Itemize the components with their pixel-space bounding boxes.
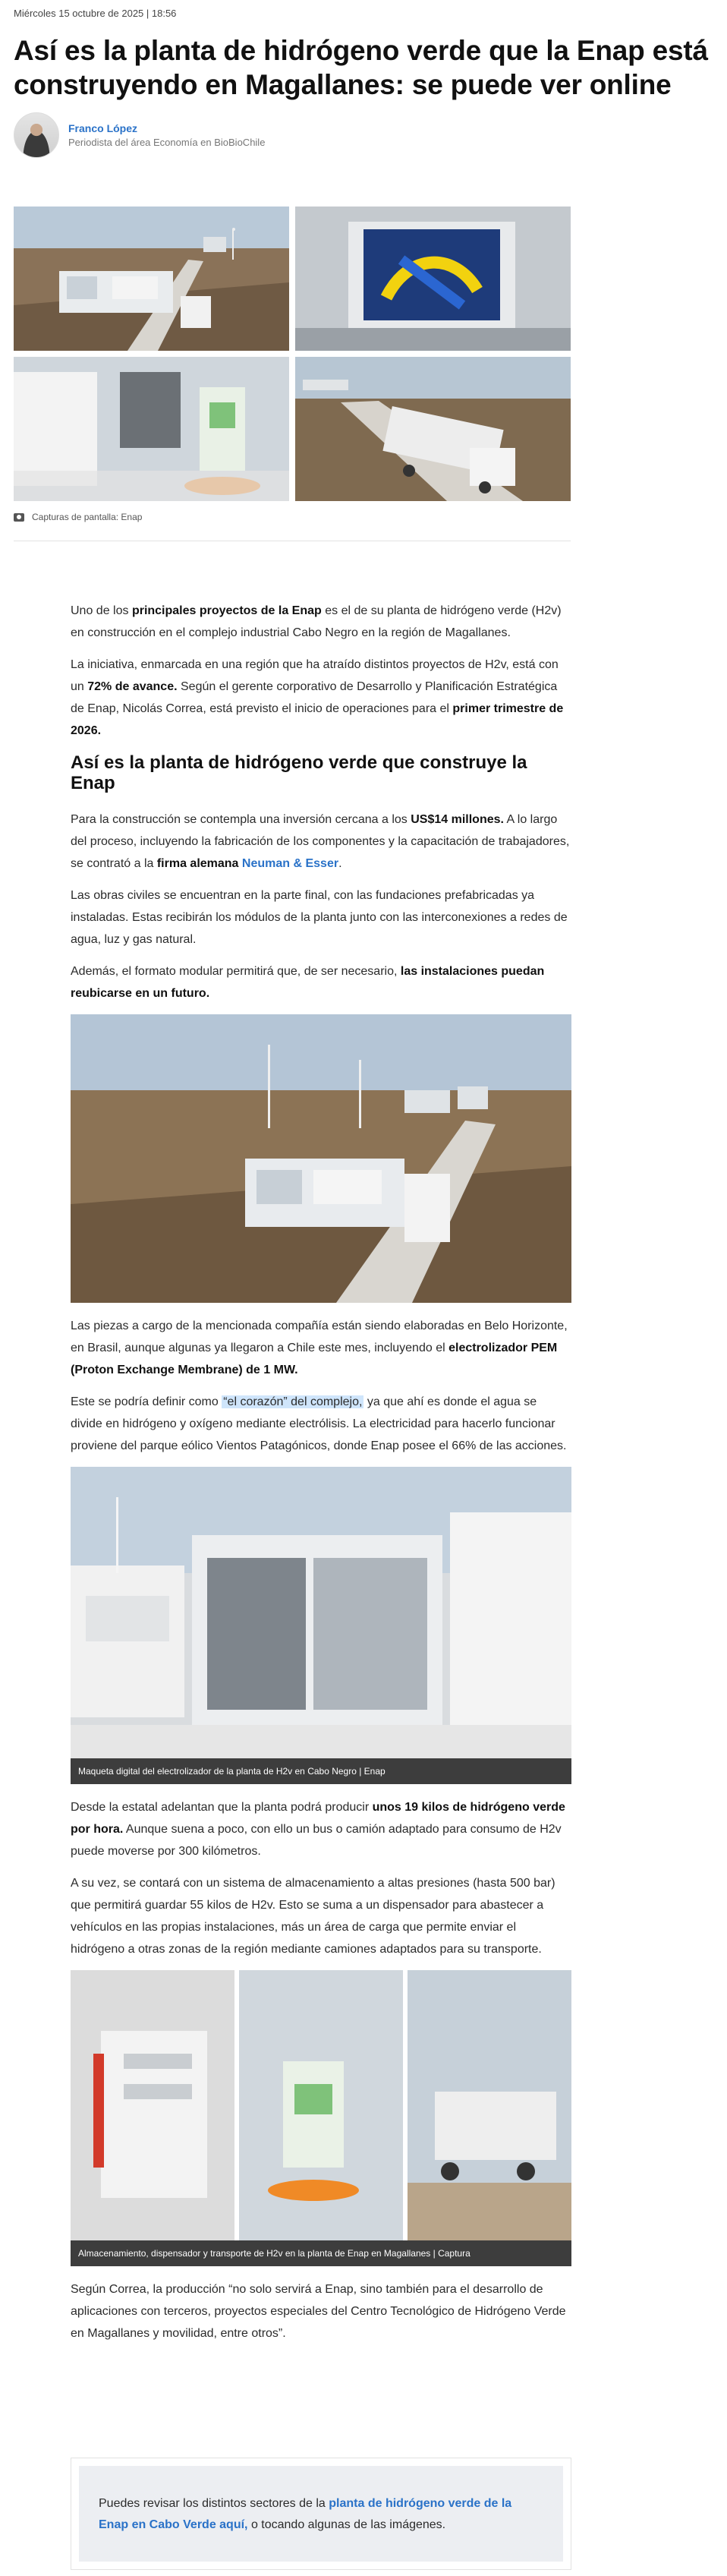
- figure-caption: Maqueta digital del electrolizador de la planta de H2v en Cabo Negro | Enap: [71, 1758, 571, 1784]
- gallery-caption-text: Capturas de pantalla: Enap: [32, 512, 143, 522]
- paragraph: Según Correa, la producción “no solo servirá a Enap, sino también para el desarrollo de aplicaciones con terceros, proyectos especiales del Centro Tecnológico de Hidrógeno Verde en Magallanes y movilidad, entre otros”.: [71, 2283, 566, 2340]
- paragraph: Este se podría definir como “el corazón” del complejo, ya que ahí es donde el agua se divide en hidrógeno y oxígeno mediante electrólisis. La electricidad para hacerlo funcionar proviene del parque eólico Vientos Patagónicos, donde Enap posee el 66% de las acciones.: [71, 1395, 567, 1452]
- article-body: [71, 600, 571, 2354]
- paragraph: Uno de los principales proyectos de la Enap es el de su planta de hidrógeno verde (H2v) en construcción en el complejo industrial Cabo Negro en la región de Magallanes.: [71, 604, 562, 639]
- gallery-image-pipes[interactable]: [295, 207, 571, 351]
- info-box: Puedes revisar los distintos sectores de la planta de hidrógeno verde de la Enap en Cabo Verde aquí, o tocando algunas de las imágenes.: [71, 2458, 571, 2570]
- gallery-image-dispenser[interactable]: [14, 357, 289, 501]
- paragraph: La iniciativa, enmarcada en una región que ha atraído distintos proyectos de H2v, está con un 72% de avance. Según el gerente corporativo de Desarrollo y Planificación Estratégica de Enap, Nicolás Correa, está previsto el inicio de operaciones para el primer trimestre de 2026.: [71, 658, 564, 737]
- author-avatar[interactable]: [14, 112, 59, 158]
- paragraph: A su vez, se contará con un sistema de almacenamiento a altas presiones (hasta 500 bar) que permitirá guardar 55 kilos de H2v. Esto se suma a un dispensador para abastecer a vehículos en las propias instalaciones, más un área de carga que permite enviar el hidrógeno a otras zonas de la región mediante camiones adaptados para su transporte.: [71, 1877, 555, 1956]
- figure-storage-dispenser-truck[interactable]: [71, 1970, 571, 2266]
- author-block: [14, 111, 265, 159]
- neuman-esser-link[interactable]: Neuman & Esser: [241, 857, 339, 870]
- gallery-image-plant-overview[interactable]: [14, 207, 289, 351]
- author-name-link[interactable]: Franco López: [68, 122, 138, 134]
- paragraph: Desde la estatal adelantan que la planta podrá producir unos 19 kilos de hidrógeno verde por hora. Aunque suena a poco, con ello un bus o camión adaptado para consumo de H2v puede moverse por 300 kilómetros.: [71, 1801, 565, 1858]
- dateline: Miércoles 15 octubre de 2025 | 18:56: [14, 8, 177, 19]
- figure-electrolyzer[interactable]: [71, 1467, 571, 1784]
- gallery-caption: [14, 512, 142, 522]
- gallery-image-truck[interactable]: [295, 357, 571, 501]
- author-role: Periodista del área Economía en BioBioChile: [68, 137, 266, 148]
- figure-plant-aerial[interactable]: [71, 1014, 571, 1303]
- figure-caption: Almacenamiento, dispensador y transporte de H2v en la planta de Enap en Magallanes | Captura: [71, 2240, 571, 2266]
- highlighted-text: “el corazón” del complejo,: [223, 1395, 363, 1408]
- camera-icon: [14, 513, 24, 522]
- paragraph: Las piezas a cargo de la mencionada compañía están siendo elaboradas en Belo Horizonte, en Brasil, aunque algunas ya llegaron a Chile este mes, incluyendo el electrolizador PEM (Proton Exchange Membrane) de 1 MW.: [71, 1320, 568, 1376]
- paragraph: Además, el formato modular permitirá que, de ser necesario, las instalaciones puedan reubicarse en un futuro.: [71, 965, 545, 1000]
- plant-tour-link[interactable]: planta de hidrógeno verde de la Enap en Cabo Verde aquí,: [99, 2497, 512, 2531]
- paragraph: Las obras civiles se encuentran en la parte final, con las fundaciones prefabricadas ya instaladas. Estas recibirán los módulos de la planta junto con las interconexiones a redes de agua, luz y gas natural.: [71, 889, 568, 946]
- paragraph: Para la construcción se contempla una inversión cercana a los US$14 millones. A lo largo del proceso, incluyendo la fabricación de los componentes y la capacitación de trabajadores, se contrató a la firma alemana Neuman & Esser.: [71, 813, 570, 870]
- article-headline: Así es la planta de hidrógeno verde que la Enap está construyendo en Magallanes: se puede ver online: [14, 35, 708, 100]
- section-heading: Así es la planta de hidrógeno verde que construye la Enap: [71, 752, 527, 793]
- photo-gallery: [14, 207, 571, 501]
